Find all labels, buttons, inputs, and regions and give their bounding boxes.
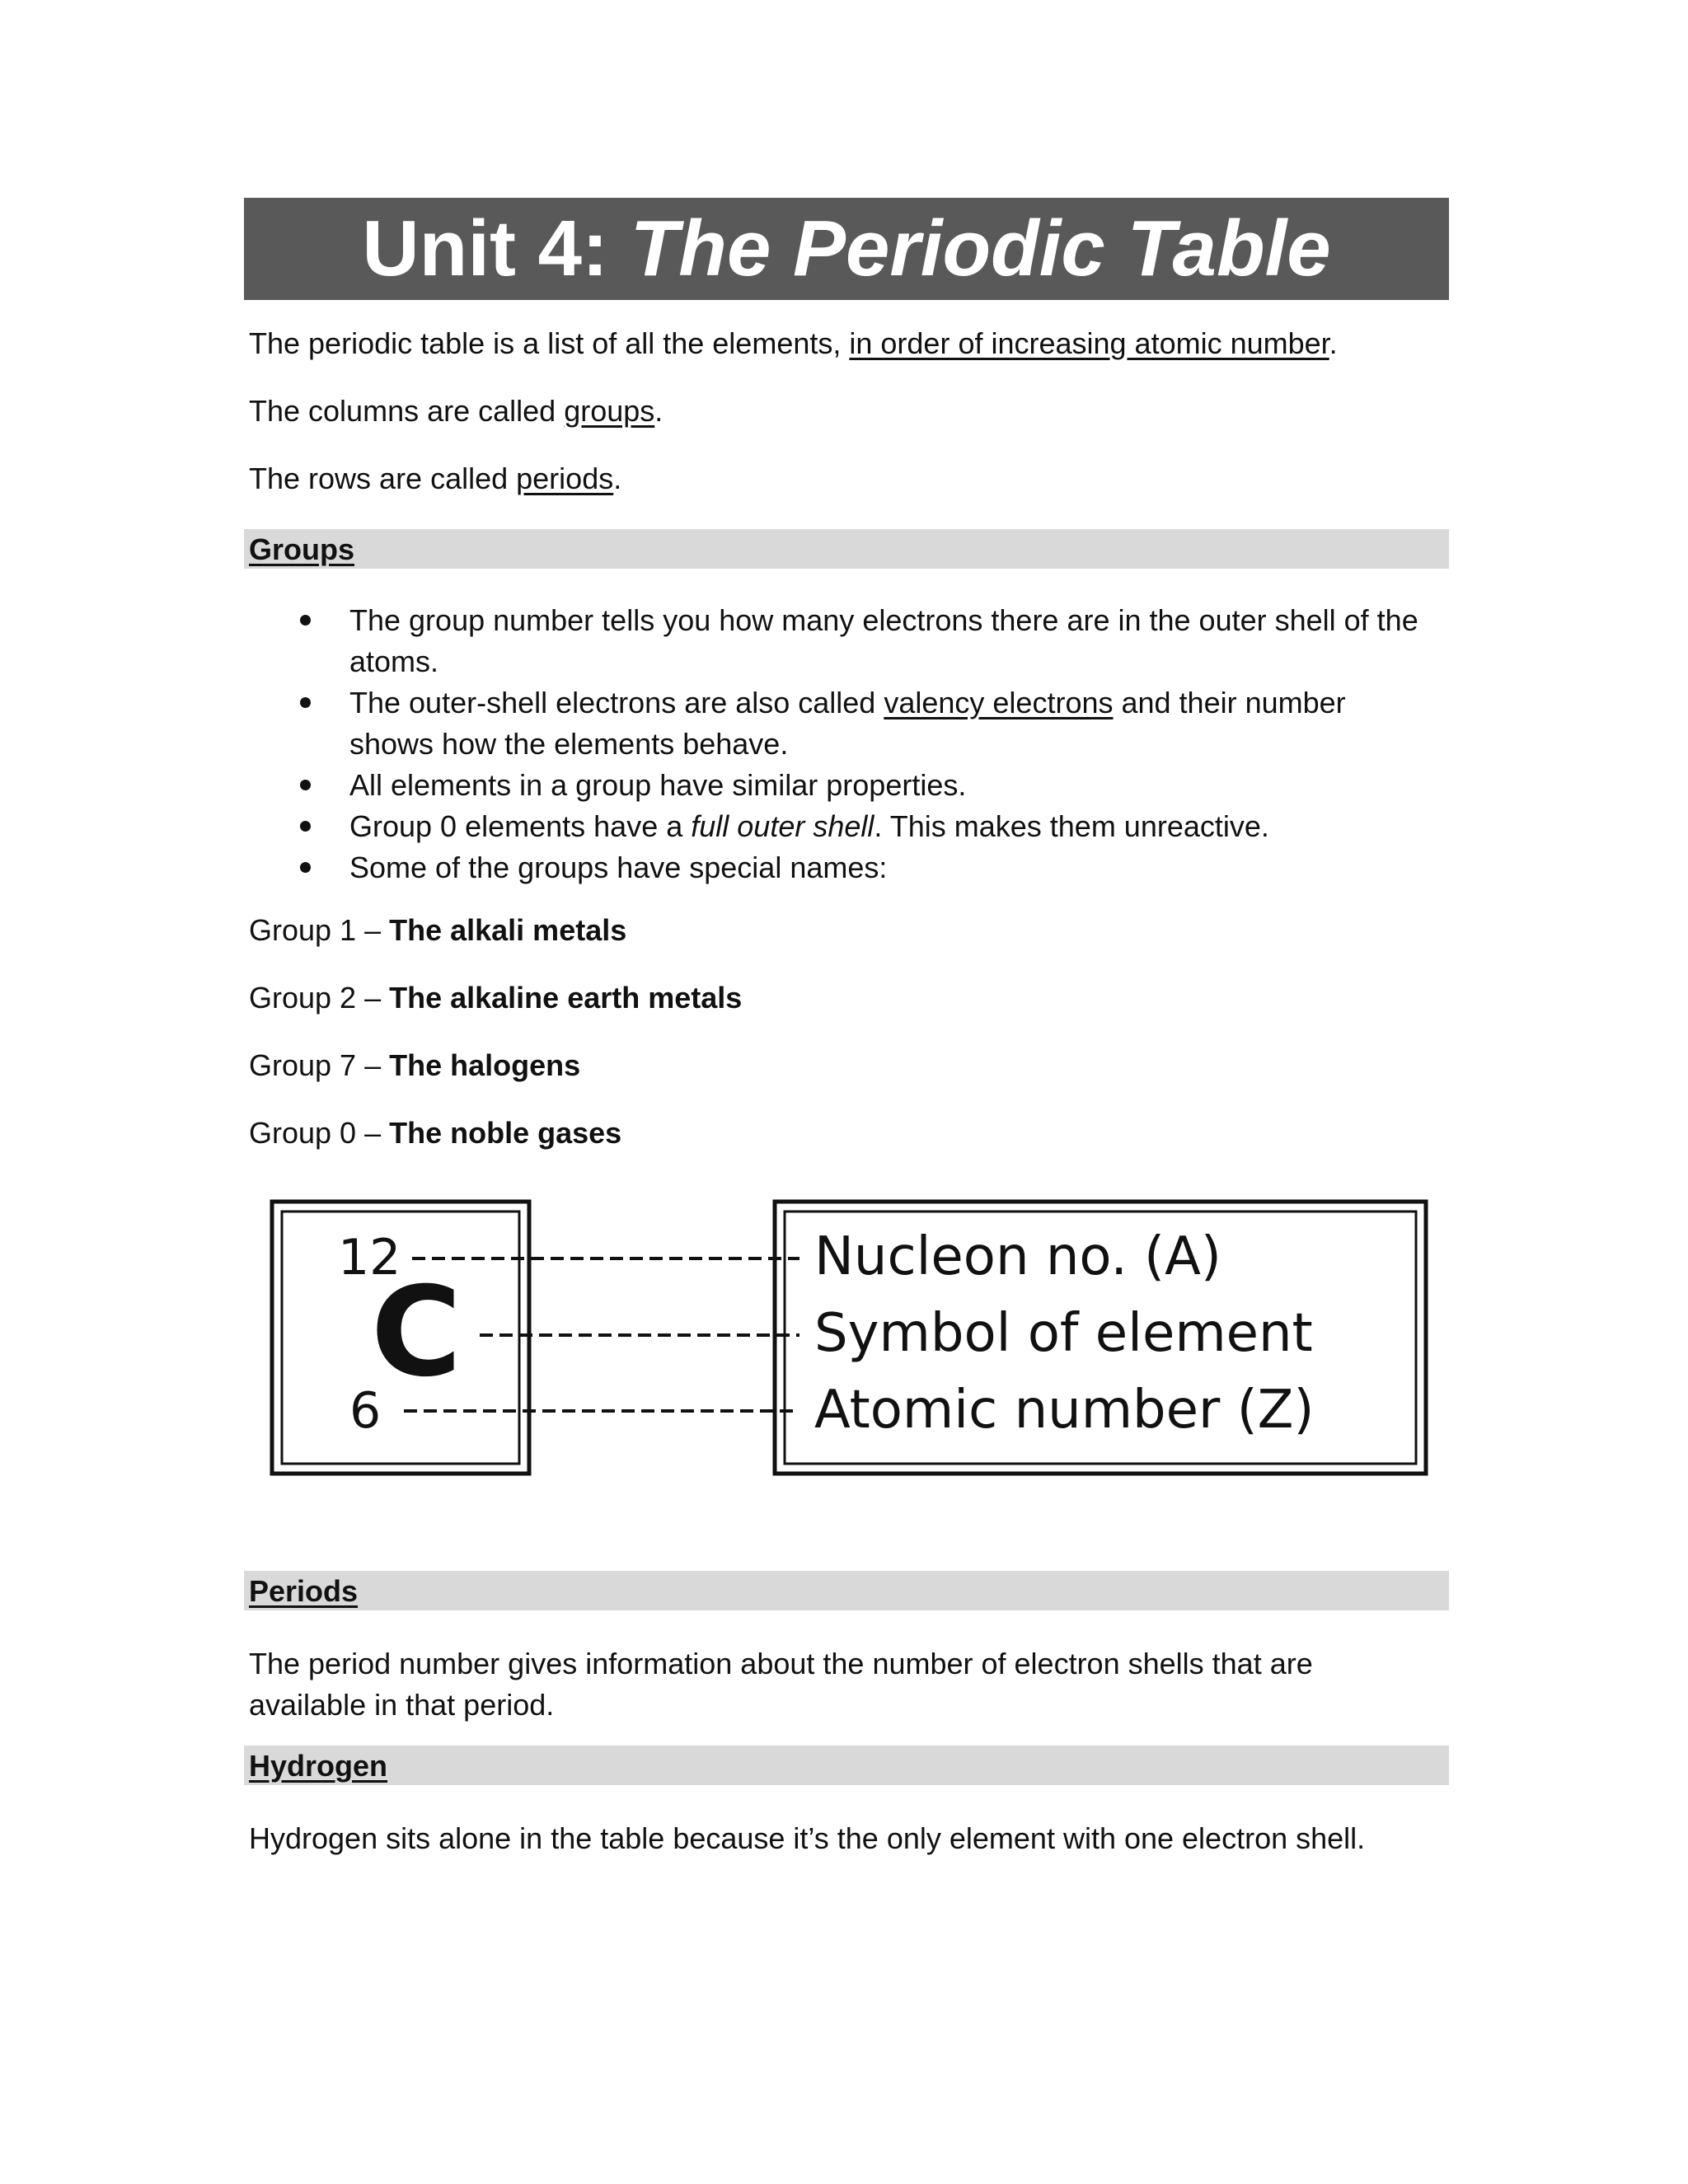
- element-notation-diagram: [264, 1187, 1434, 1492]
- bullet-text: Some of the groups have special names:: [349, 851, 888, 884]
- hydrogen-heading-bar: [244, 1746, 1449, 1785]
- group-name: The halogens: [389, 1048, 581, 1082]
- intro-p3-underlined: periods: [516, 462, 614, 495]
- group-name-line: [249, 977, 742, 1019]
- group-number: Group 7 –: [249, 1048, 390, 1082]
- symbol-label: Symbol of element: [814, 1303, 1313, 1364]
- hydrogen-text: Hydrogen sits alone in the table because it’s the only element with one electron shell.: [249, 1821, 1366, 1855]
- intro-p2-end: .: [654, 394, 663, 428]
- bullet-icon: [300, 821, 311, 832]
- group-number: Group 0 –: [249, 1116, 390, 1150]
- periods-heading-bar: [244, 1571, 1449, 1610]
- bullet-text: The outer-shell electrons are also called: [349, 686, 884, 719]
- bullet-text-end: . This makes them unreactive.: [874, 809, 1269, 843]
- title-italic: The Periodic Table: [630, 204, 1331, 293]
- atomic-number: 6: [349, 1382, 382, 1440]
- periods-text-line-2: available in that period.: [249, 1688, 555, 1722]
- nucleon-number: 12: [338, 1229, 401, 1286]
- groups-heading-bar: [244, 529, 1449, 569]
- group-name-line: [249, 1045, 580, 1086]
- group-name: The noble gases: [389, 1116, 622, 1150]
- element-symbol: C: [371, 1261, 462, 1404]
- list-item: [297, 765, 1434, 806]
- intro-p2-underlined: groups: [564, 394, 655, 428]
- list-item: [297, 847, 1434, 888]
- hydrogen-heading: Hydrogen: [249, 1749, 388, 1783]
- list-item: [297, 806, 1434, 847]
- intro-p2-text: The columns are called: [249, 394, 565, 428]
- bullet-underlined: valency electrons: [884, 686, 1114, 719]
- group-name: The alkaline earth metals: [389, 981, 743, 1015]
- intro-p3-text: The rows are called: [249, 462, 517, 495]
- intro-paragraph-3: [249, 458, 621, 499]
- atomic-label: Atomic number (Z): [814, 1380, 1315, 1441]
- groups-heading: Groups: [249, 532, 355, 566]
- bullet-text: All elements in a group have similar properties.: [349, 768, 967, 802]
- element-notation-svg: [264, 1187, 1434, 1492]
- bullet-text: Group 0 elements have a: [349, 809, 692, 843]
- bullet-text: The group number tells you how many electrons there are in the outer shell of the atoms.: [349, 603, 1418, 678]
- group-number: Group 1 –: [249, 913, 390, 947]
- nucleon-label: Nucleon no. (A): [814, 1226, 1221, 1287]
- list-item: [297, 600, 1434, 682]
- bullet-italic: full outer shell: [691, 809, 874, 843]
- group-name-line: [249, 910, 626, 951]
- bullet-text-end: and their number shows how the elements behave.: [349, 686, 1346, 761]
- title-prefix: Unit 4:: [362, 204, 631, 293]
- bullet-icon: [300, 780, 311, 790]
- list-item: [297, 682, 1434, 765]
- page-title: [244, 198, 1449, 300]
- group-name: The alkali metals: [389, 913, 627, 947]
- group-name-line: [249, 1113, 621, 1154]
- intro-p1-text: The periodic table is a list of all the elements,: [249, 326, 850, 360]
- intro-p1-underlined: in order of increasing atomic number: [849, 326, 1329, 360]
- bullet-icon: [300, 862, 311, 873]
- intro-p1-end: .: [1329, 326, 1338, 360]
- intro-p3-end: .: [613, 462, 622, 495]
- groups-bullet-list: [297, 600, 1434, 888]
- bullet-icon: [300, 697, 311, 708]
- periods-heading: Periods: [249, 1574, 359, 1608]
- group-number: Group 2 –: [249, 981, 390, 1015]
- intro-paragraph-1: [249, 323, 1338, 364]
- bullet-icon: [300, 615, 311, 626]
- intro-paragraph-2: [249, 391, 663, 432]
- periods-text-line-1: The period number gives information about the number of electron shells that are: [249, 1647, 1313, 1680]
